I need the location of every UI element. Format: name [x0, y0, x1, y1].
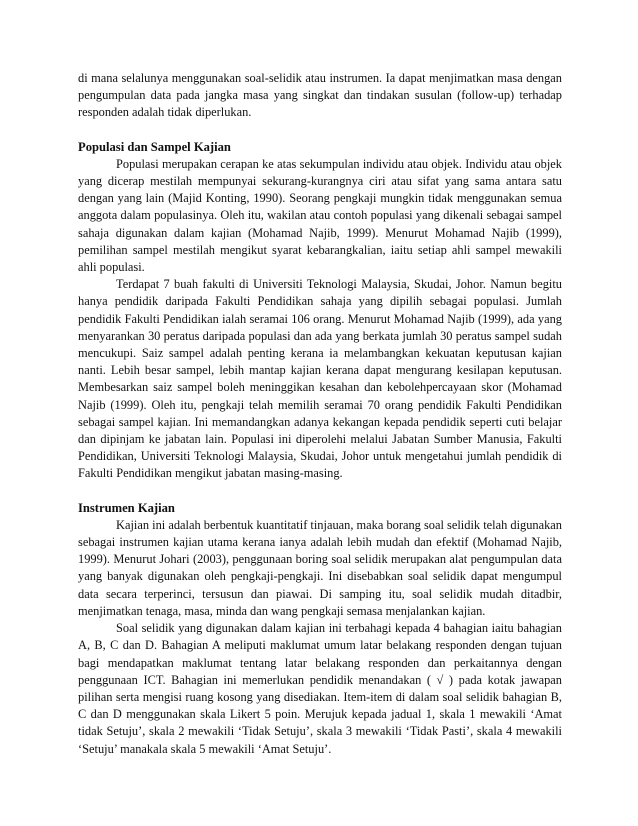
section-heading-instrumen: Instrumen Kajian	[78, 500, 175, 515]
instrumen-paragraph-1: Kajian ini adalah berbentuk kuantitatif tinjauan, maka borang soal selidik telah digunakan sebagai instrumen kajian utama kerana ianya adalah lebih mudah dan efektif (Mohamad Najib, 1999). Menurut Johari (2003), penggunaan boring soal selidik merupakan alat pengumpulan data yang banyak digunakan oleh pengkaji-pengkaji. Ini disebabkan soal selidik dapat mengumpul data secara terperinci, tersusun dan piawai. Di samping itu, soal selidik mudah ditadbir, menjimatkan tenaga, masa, minda dan wang pengkaji semasa menjalankan kajian.	[78, 517, 562, 618]
populasi-paragraph-2: Terdapat 7 buah fakulti di Universiti Teknologi Malaysia, Skudai, Johor. Namun begitu hanya pendidik daripada Fakulti Pendidikan sahaja yang dipilih sebagai populasi. Jumlah pendidik Fakulti Pendidikan ialah seramai 106 orang. Menurut Mohamad Najib (1999), ada yang menyarankan 30 peratus daripada populasi dan ada yang berkata jumlah 30 peratus sampel sudah mencukupi. Saiz sampel adalah penting kerana ia melambangkan kekuatan keputusan kajian nanti. Lebih besar sampel, lebih mantap kajian kerana dapat mengurang kesilapan keputusan. Membesarkan saiz sampel boleh meninggikan kesahan dan kebolehpercayaan skor (Mohamad Najib (1999). Oleh itu, pengkaji telah memilih seramai 70 orang pendidik Fakulti Pendidikan sebagai sampel kajian. Ini memandangkan adanya kekangan kepada pendidik seperti cuti belajar dan dipinjam ke jabatan lain. Populasi ini diperolehi melalui Jabatan Sumber Manusia, Fakulti Pendidikan, Universiti Teknologi Malaysia, Skudai, Johor untuk mengetahui jumlah pendidik di Fakulti Pendidikan mengikut jabatan masing-masing.	[78, 277, 562, 481]
intro-paragraph: di mana selalunya menggunakan soal-selidik atau instrumen. Ia dapat menjimatkan masa dengan pengumpulan data pada jangka masa yang singkat dan tindakan susulan (follow-up) terhadap responden adalah tidak diperlukan.	[78, 71, 562, 120]
section-heading-populasi: Populasi dan Sampel Kajian	[78, 139, 231, 154]
section-spacer	[78, 483, 562, 500]
document-page	[78, 70, 562, 758]
instrumen-paragraph-2: Soal selidik yang digunakan dalam kajian ini terbahagi kepada 4 bahagian iaitu bahagian A, B, C dan D. Bahagian A meliputi maklumat umum latar belakang responden dengan tujuan bagi mendapatkan maklumat tentang latar belakang responden dan perkaitannya dengan penggunaan ICT. Bahagian ini memerlukan pendidik menandakan ( √ ) pada kotak jawapan pilihan serta mengisi ruang kosong yang disediakan. Item-item di dalam soal selidik bahagian B, C dan D menggunakan skala Likert 5 poin. Merujuk kepada jadual 1, skala 1 mewakili ‘Amat tidak Setuju’, skala 2 mewakili ‘Tidak Setuju’, skala 3 mewakili ‘Tidak Pasti’, skala 4 mewakili ‘Setuju’ manakala skala 5 mewakili ‘Amat Setuju’.	[78, 621, 562, 756]
populasi-paragraph-1: Populasi merupakan cerapan ke atas sekumpulan individu atau objek. Individu atau objek yang dicerap mestilah mempunyai sekurang-kurangnya ciri atau sifat yang sama antara satu dengan yang lain (Majid Konting, 1990). Seorang pengkaji mungkin tidak menggunakan semua anggota dalam populasinya. Oleh itu, wakilan atau contoh populasi yang dikenali sebagai sampel sahaja digunakan dalam kajian (Mohamad Najib, 1999). Menurut Mohamad Najib (1999), pemilihan sampel mestilah mengikut syarat kebarangkalian, iaitu setiap ahli sampel mewakili ahli populasi.	[78, 156, 562, 275]
section-spacer	[78, 122, 562, 139]
